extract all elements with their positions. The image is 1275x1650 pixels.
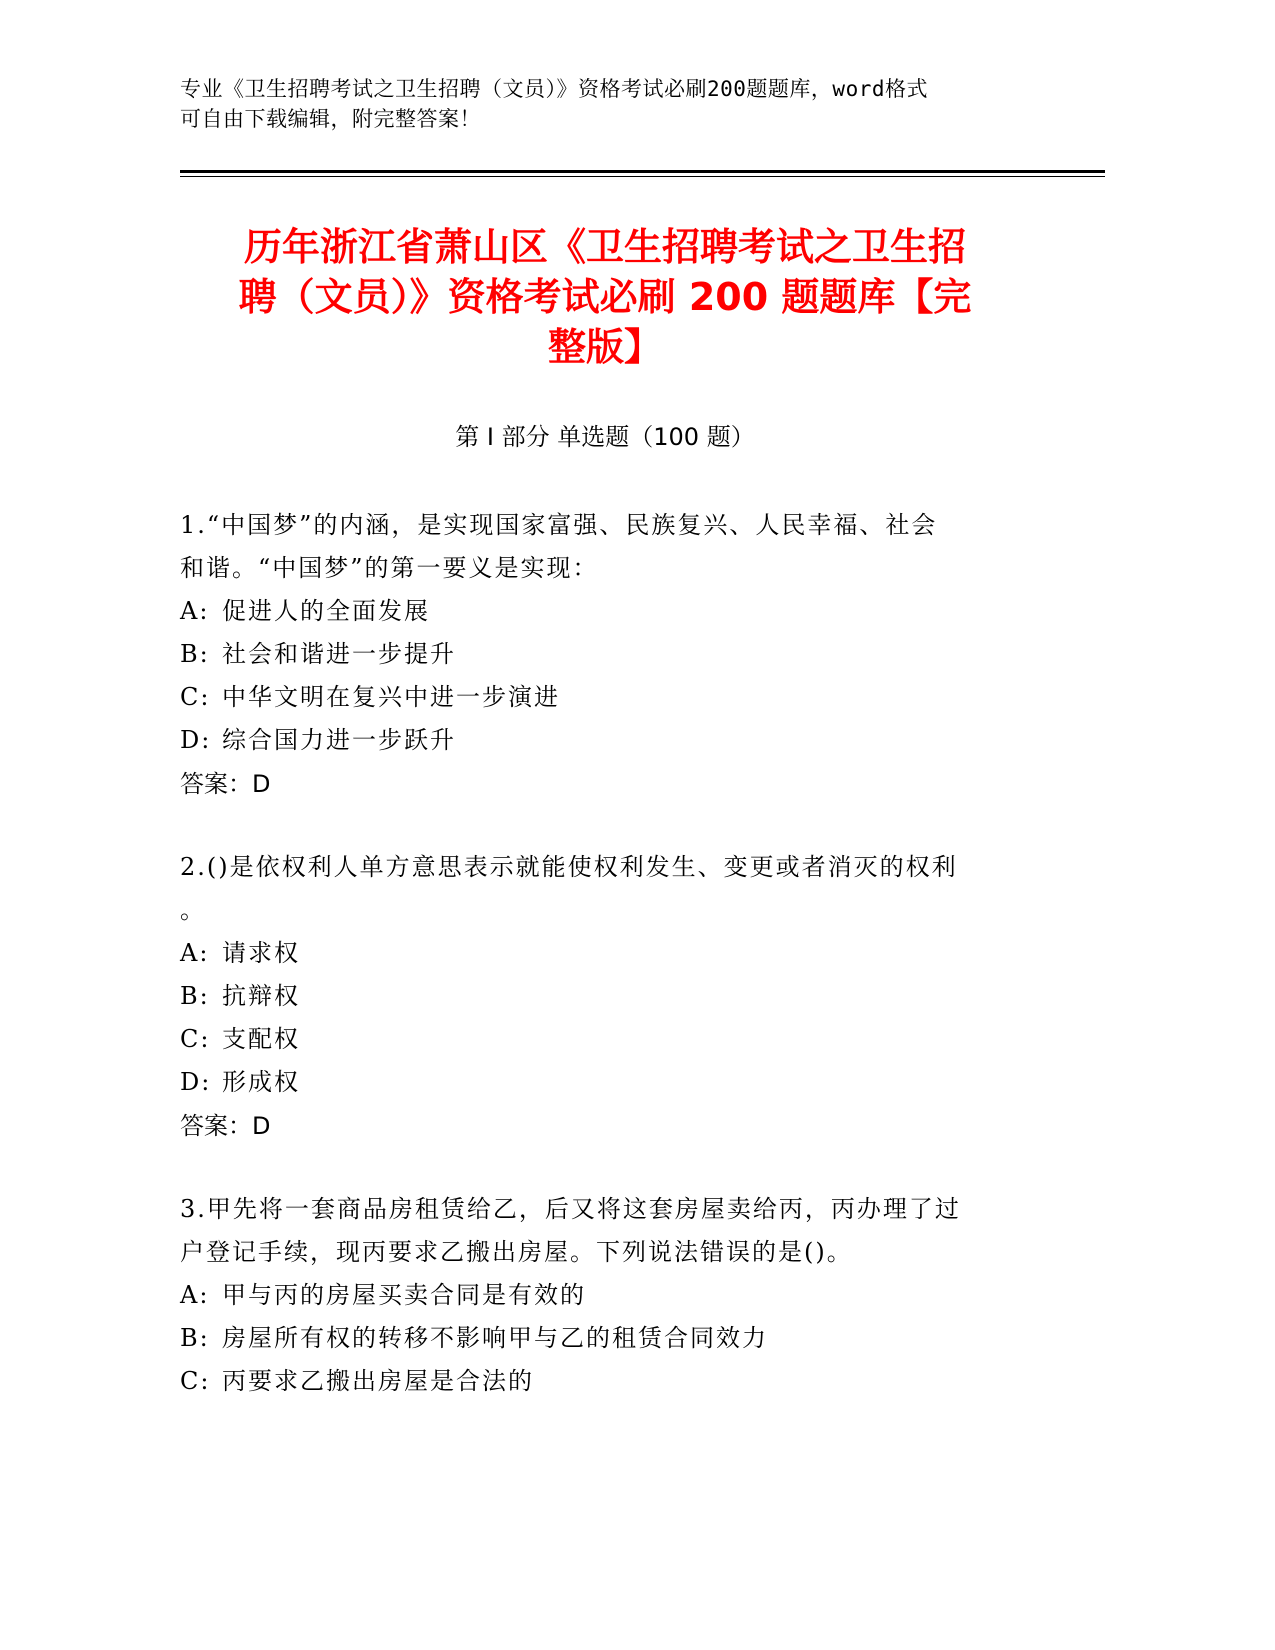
option-text: 促进人的全面发展 <box>222 597 430 625</box>
question-stem: 户登记手续，现丙要求乙搬出房屋。下列说法错误的是()。 <box>180 1238 853 1266</box>
option-c <box>180 1360 1020 1403</box>
document-title <box>180 222 1030 372</box>
question-list <box>180 504 1020 1443</box>
option-text: 形成权 <box>222 1068 300 1096</box>
header-note <box>180 74 1030 134</box>
document-title-line: 聘（文员）》资格考试必刷 200 题题库【完 <box>238 275 972 319</box>
option-letter: B: <box>180 982 210 1010</box>
option-a <box>180 590 1020 633</box>
option-text: 中华文明在复兴中进一步演进 <box>222 683 560 711</box>
option-text: 丙要求乙搬出房屋是合法的 <box>222 1367 534 1395</box>
option-text: 请求权 <box>222 939 300 967</box>
option-letter: A: <box>180 1281 210 1309</box>
option-letter: C: <box>180 683 211 711</box>
option-letter: D: <box>180 726 212 754</box>
option-text: 综合国力进一步跃升 <box>222 726 456 754</box>
question-stem: 和谐。“中国梦”的第一要义是实现： <box>180 554 599 582</box>
option-d <box>180 719 1020 762</box>
option-text: 社会和谐进一步提升 <box>222 640 456 668</box>
option-b <box>180 975 1020 1018</box>
option-text: 甲与丙的房屋买卖合同是有效的 <box>222 1281 586 1309</box>
option-letter: A: <box>180 939 210 967</box>
question-stem: 2.()是依权利人单方意思表示就能使权利发生、变更或者消灭的权利 <box>180 853 958 881</box>
header-divider-thin <box>180 176 1105 177</box>
question-stem: 1.“中国梦”的内涵，是实现国家富强、民族复兴、人民幸福、社会 <box>180 511 938 539</box>
option-d <box>180 1061 1020 1104</box>
option-b <box>180 1317 1020 1360</box>
option-letter: C: <box>180 1367 211 1395</box>
option-letter: B: <box>180 640 210 668</box>
option-c <box>180 1018 1020 1061</box>
option-text: 房屋所有权的转移不影响甲与乙的租赁合同效力 <box>222 1324 768 1352</box>
header-note-line: 可自由下载编辑，附完整答案！ <box>180 107 481 131</box>
option-letter: D: <box>180 1068 212 1096</box>
option-b <box>180 633 1020 676</box>
option-text: 支配权 <box>222 1025 300 1053</box>
answer-line: 答案：D <box>180 770 271 798</box>
document-title-line: 历年浙江省萧山区《卫生招聘考试之卫生招 <box>243 225 966 269</box>
option-c <box>180 676 1020 719</box>
option-letter: B: <box>180 1324 210 1352</box>
option-text: 抗辩权 <box>222 982 300 1010</box>
question-item <box>180 1188 1020 1403</box>
question-item <box>180 846 1020 1148</box>
option-letter: C: <box>180 1025 211 1053</box>
question-stem: 3.甲先将一套商品房租赁给乙，后又将这套房屋卖给丙，丙办理了过 <box>180 1195 961 1223</box>
document-title-line: 整版】 <box>547 325 662 369</box>
section-title: 第 I 部分 单选题（100 题） <box>455 423 755 451</box>
header-note-line: 专业《卫生招聘考试之卫生招聘（文员）》资格考试必刷200题题库，word格式 <box>180 77 928 101</box>
question-item <box>180 504 1020 806</box>
header-divider-thick <box>180 170 1105 173</box>
option-a <box>180 932 1020 975</box>
answer-line: 答案：D <box>180 1112 271 1140</box>
option-letter: A: <box>180 597 210 625</box>
option-a <box>180 1274 1020 1317</box>
question-stem: 。 <box>180 896 206 924</box>
